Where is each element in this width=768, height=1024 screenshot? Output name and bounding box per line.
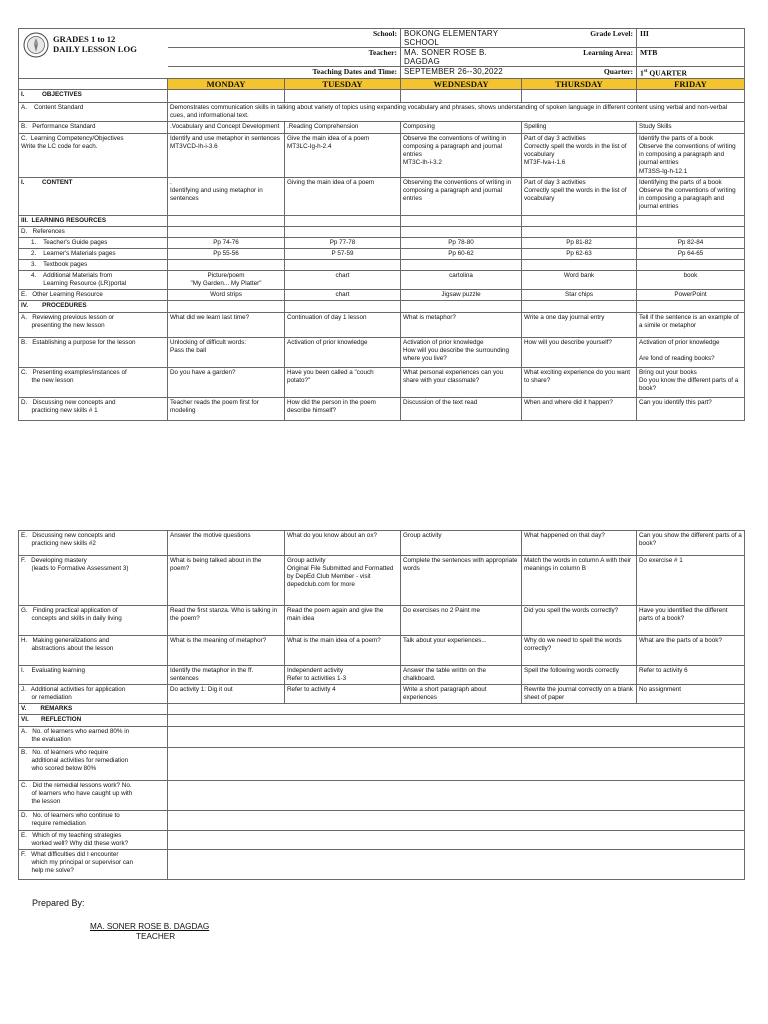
cell-tuesday: [285, 301, 401, 312]
cell-monday: . Identifying and using metaphor in sentences: [168, 177, 285, 215]
row-label: E. Other Learning Resource: [19, 290, 168, 301]
cell-friday: [637, 260, 745, 271]
row-label: I. CONTENT: [19, 177, 168, 215]
row-f-what-difficulties-did-i-encounter: [19, 849, 745, 879]
teaching-dates-label: Teaching Dates and Time:: [168, 67, 401, 79]
cell-wednesday: [401, 260, 522, 271]
learning-area-value: MTB: [637, 48, 745, 67]
row-label: J. Additional activities for application or remediation: [19, 685, 168, 704]
row-label: 3. Textbook pages: [19, 260, 168, 271]
row-label: 4. Additional Materials from Learning Resource (LR)portal: [19, 271, 168, 290]
cell-thursday: Word bank: [522, 271, 637, 290]
cell-tuesday: Giving the main idea of a poem: [285, 177, 401, 215]
row-a-reviewing-previous-lesson-or: [19, 312, 745, 337]
cell-monday: Unlocking of difficult words: Pass the ball: [168, 337, 285, 367]
content-span-cell: [168, 810, 745, 830]
cell-wednesday: Answer the table writtn on the chalkboard.: [401, 666, 522, 685]
cell-tuesday: Give the main idea of a poem MT3LC-Ig-h-2.4: [285, 134, 401, 177]
cell-wednesday: Do exercises no 2 Paint me: [401, 606, 522, 636]
content-span-cell: [168, 715, 745, 726]
teaching-dates-value: SEPTEMBER 26--30,2022: [401, 67, 522, 79]
cell-wednesday: Composing: [401, 122, 522, 134]
cell-friday: [637, 90, 745, 103]
cell-thursday: How will you describe yourself?: [522, 337, 637, 367]
row-label: D. References: [19, 226, 168, 237]
row-label: B. No. of learners who require additional activities for remediation who scored below 80%: [19, 747, 168, 780]
cell-friday: No assignment: [637, 685, 745, 704]
row-label: 2. Learner's Materials pages: [19, 248, 168, 259]
cell-thursday: When and where did it happen?: [522, 397, 637, 420]
row-c-learning-competency-objectives: [19, 134, 745, 177]
content-span-cell: [168, 780, 745, 810]
cell-thursday: [522, 215, 637, 226]
row-b-no-of-learners-who-require: [19, 747, 745, 780]
row-label: IV. PROCEDURES: [19, 301, 168, 312]
cell-monday: Teacher reads the poem first for modeling: [168, 397, 285, 420]
grade-level-value: III: [637, 29, 745, 48]
cell-wednesday: What personal experiences can you share with your classmate?: [401, 367, 522, 397]
cell-monday: Answer the motive questions: [168, 531, 285, 556]
row-g-finding-practical-application-of: [19, 606, 745, 636]
deped-seal-icon: [23, 32, 49, 58]
cell-wednesday: What is metaphor?: [401, 312, 522, 337]
lesson-log-table-page1: [18, 28, 745, 421]
cell-wednesday: Observing the conventions of writing in composing a paragraph and journal entries: [401, 177, 522, 215]
cell-wednesday: Observe the conventions of writing in composing a paragraph and journal entries MT3C-Ih-i-3.2: [401, 134, 522, 177]
teacher-role: TEACHER: [136, 932, 176, 941]
cell-monday: .Vocabulary and Concept Development: [168, 122, 285, 134]
row-label: I. OBJECTIVES: [19, 90, 168, 103]
cell-friday: [637, 301, 745, 312]
row-v-remarks: [19, 704, 745, 715]
cell-thursday: Part of day 3 activities Correctly spell the words in the list of vocabulary: [522, 177, 637, 215]
day-thursday: THURSDAY: [522, 79, 637, 90]
row-label: F. Developing mastery (leads to Formative Assessment 3): [19, 556, 168, 606]
content-span-cell: [168, 747, 745, 780]
cell-friday: book: [637, 271, 745, 290]
cell-thursday: Did you spell the words correctly?: [522, 606, 637, 636]
cell-friday: Pp 82-84: [637, 237, 745, 248]
content-span-cell: [168, 849, 745, 879]
cell-thursday: [522, 260, 637, 271]
cell-friday: Can you show the different parts of a book?: [637, 531, 745, 556]
cell-thursday: [522, 226, 637, 237]
day-tuesday: TUESDAY: [285, 79, 401, 90]
cell-monday: Identify the metaphor in the ff. sentences: [168, 666, 285, 685]
day-monday: MONDAY: [168, 79, 285, 90]
row-e-other-learning-resource: [19, 290, 745, 301]
cell-tuesday: Refer to activity 4: [285, 685, 401, 704]
teacher-label: Teacher:: [168, 48, 401, 67]
quarter-value: 1st QUARTER: [637, 67, 745, 79]
content-span-cell: [168, 726, 745, 747]
row-e-discussing-new-concepts-and: [19, 531, 745, 556]
row-label: V. REMARKS: [19, 704, 168, 715]
cell-tuesday: chart: [285, 290, 401, 301]
cell-wednesday: [401, 215, 522, 226]
cell-tuesday: Continuation of day 1 lesson: [285, 312, 401, 337]
cell-wednesday: Activation of prior knowledge How will you describe the surrounding where you live?: [401, 337, 522, 367]
cell-monday: [168, 215, 285, 226]
school-label: School:: [168, 29, 401, 48]
cell-wednesday: Pp 78-80: [401, 237, 522, 248]
cell-thursday: Why do we need to spell the words correctly?: [522, 636, 637, 666]
day-header-row: [19, 79, 745, 90]
content-span-cell: [168, 704, 745, 715]
cell-friday: Identifying the parts of a book Observe the conventions of writing in composing a paragraph and journal entries: [637, 177, 745, 215]
cell-thursday: Match the words in column A with their meanings in column B: [522, 556, 637, 606]
form-title: GRADES 1 to 12 DAILY LESSON LOG: [53, 34, 137, 54]
cell-wednesday: [401, 226, 522, 237]
cell-monday: [168, 226, 285, 237]
row-c-presenting-examples-instances-of: [19, 367, 745, 397]
row-h-making-generalizations-and: [19, 636, 745, 666]
cell-tuesday: [285, 260, 401, 271]
row-iv-procedures: [19, 301, 745, 312]
cell-wednesday: Complete the sentences with appropriate words: [401, 556, 522, 606]
row-label: H. Making generalizations and abstractions about the lesson: [19, 636, 168, 666]
cell-tuesday: chart: [285, 271, 401, 290]
cell-friday: Identify the parts of a book Observe the conventions of writing in composing a paragraph and journal entries MT3SS-Ig-h-12.1: [637, 134, 745, 177]
cell-friday: Have you identified the different parts of a book?: [637, 606, 745, 636]
row-label: C. Did the remedial lessons work? No. of learners who have caught up with the lesson: [19, 780, 168, 810]
row-4-additional-materials-from: [19, 271, 745, 290]
learning-area-label: Learning Area:: [522, 48, 637, 67]
cell-tuesday: P 57-59: [285, 248, 401, 259]
cell-tuesday: Activation of prior knowledge: [285, 337, 401, 367]
row-i-content: [19, 177, 745, 215]
cell-monday: Identify and use metaphor in sentences MT3VCD-Ih-i-3.6: [168, 134, 285, 177]
cell-wednesday: Pp 60-62: [401, 248, 522, 259]
cell-wednesday: Group activity: [401, 531, 522, 556]
row-2-learner-s-materials-pages: [19, 248, 745, 259]
row-e-which-of-my-teaching-strategies: [19, 830, 745, 849]
cell-thursday: Spelling: [522, 122, 637, 134]
cell-wednesday: [401, 90, 522, 103]
cell-thursday: Write a one day journal entry: [522, 312, 637, 337]
cell-friday: Refer to activity 6: [637, 666, 745, 685]
quarter-label: Quarter:: [522, 67, 637, 79]
content-span-cell: [168, 830, 745, 849]
signature-block: [32, 898, 210, 941]
cell-monday: Do you have a garden?: [168, 367, 285, 397]
cell-monday: What is being talked about in the poem?: [168, 556, 285, 606]
cell-tuesday: What is the main idea of a poem?: [285, 636, 401, 666]
cell-monday: [168, 301, 285, 312]
teacher-value: MA. SONER ROSE B. DAGDAG: [401, 48, 522, 67]
cell-monday: Pp 74-76: [168, 237, 285, 248]
lesson-log-table-page2: [18, 530, 745, 880]
cell-thursday: Part of day 3 activities Correctly spell the words in the list of vocabulary MT3F-Iva-i-1.6: [522, 134, 637, 177]
content-span-cell: Demonstrates communication skills in talking about variety of topics using expanding vocabulary and phrases, shows understanding of spoken language in different content using verbal and non-verbal cues, and informational text.: [168, 103, 745, 122]
cell-tuesday: [285, 215, 401, 226]
cell-friday: [637, 226, 745, 237]
cell-tuesday: Pp 77-78: [285, 237, 401, 248]
cell-friday: Pp 64-65: [637, 248, 745, 259]
cell-monday: Do activity 1: Dig it out: [168, 685, 285, 704]
row-i-objectives: [19, 90, 745, 103]
row-label: I. Evaluating learning: [19, 666, 168, 685]
row-1-teacher-s-guide-pages: [19, 237, 745, 248]
cell-thursday: What exciting experience do you want to share?: [522, 367, 637, 397]
row-label: B. Performance Standard: [19, 122, 168, 134]
cell-wednesday: Talk about your experiences...: [401, 636, 522, 666]
school-value: BOKONG ELEMENTARY SCHOOL: [401, 29, 522, 48]
cell-tuesday: Independent activity Refer to activities 1-3: [285, 666, 401, 685]
row-label: A. Reviewing previous lesson or presenting the new lesson: [19, 312, 168, 337]
cell-thursday: Star chips: [522, 290, 637, 301]
cell-thursday: Pp 62-63: [522, 248, 637, 259]
cell-friday: [637, 215, 745, 226]
cell-thursday: Rewrite the journal correctly on a blank sheet of paper: [522, 685, 637, 704]
row-d-discussing-new-concepts-and: [19, 397, 745, 420]
day-wednesday: WEDNESDAY: [401, 79, 522, 90]
cell-friday: Do exercise # 1: [637, 556, 745, 606]
cell-tuesday: Have you been called a "couch potato?": [285, 367, 401, 397]
cell-wednesday: Discussion of the text read: [401, 397, 522, 420]
cell-monday: Picture/poem "My Garden... My Platter": [168, 271, 285, 290]
cell-friday: Tell if the sentence is an example of a simile or metaphor: [637, 312, 745, 337]
row-label: D. No. of learners who continue to require remediation: [19, 810, 168, 830]
cell-thursday: [522, 90, 637, 103]
cell-tuesday: .Reading Comprehension: [285, 122, 401, 134]
row-f-developing-mastery: [19, 556, 745, 606]
teacher-signature-name: MA. SONER ROSE B. DAGDAG: [90, 922, 210, 931]
cell-tuesday: [285, 226, 401, 237]
row-a-content-standard: [19, 103, 745, 122]
cell-monday: Pp 55-56: [168, 248, 285, 259]
row-i-evaluating-learning: [19, 666, 745, 685]
cell-wednesday: [401, 301, 522, 312]
cell-monday: [168, 90, 285, 103]
row-d-references: [19, 226, 745, 237]
cell-monday: What did we learn last time?: [168, 312, 285, 337]
row-c-did-the-remedial-lessons-work-no: [19, 780, 745, 810]
cell-friday: Study Skills: [637, 122, 745, 134]
cell-friday: Bring out your books Do you know the different parts of a book?: [637, 367, 745, 397]
logo-block: [19, 29, 168, 79]
cell-tuesday: Group activity Original File Submitted and Formatted by DepEd Club Member - visit depedclub.com for more: [285, 556, 401, 606]
row-label: D. Discussing new concepts and practicing new skills # 1: [19, 397, 168, 420]
row-label: A. No. of learners who earned 80% in the evaluation: [19, 726, 168, 747]
cell-monday: Read the first stanza. Who is talking in the poem?: [168, 606, 285, 636]
row-label: III. LEARNING RESOURCES: [19, 215, 168, 226]
row-label: E. Which of my teaching strategies worked well? Why did these work?: [19, 830, 168, 849]
day-friday: FRIDAY: [637, 79, 745, 90]
grade-level-label: Grade Level:: [522, 29, 637, 48]
row-label: A. Content Standard: [19, 103, 168, 122]
cell-tuesday: Read the poem again and give the main idea: [285, 606, 401, 636]
cell-friday: PowerPoint: [637, 290, 745, 301]
row-label: VI. REFLECTION: [19, 715, 168, 726]
cell-monday: [168, 260, 285, 271]
row-label: C. Presenting examples/instances of the new lesson: [19, 367, 168, 397]
cell-thursday: What happened on that day?: [522, 531, 637, 556]
row-3-textbook-pages: [19, 260, 745, 271]
cell-tuesday: How did the person in the poem describe himself?: [285, 397, 401, 420]
cell-thursday: Spell the following words correctly: [522, 666, 637, 685]
cell-wednesday: Jigsaw puzzle: [401, 290, 522, 301]
row-vi-reflection: [19, 715, 745, 726]
cell-monday: Word strips: [168, 290, 285, 301]
row-b-performance-standard: [19, 122, 745, 134]
cell-monday: What is the meaning of metaphor?: [168, 636, 285, 666]
prepared-by-label: Prepared By:: [32, 898, 85, 908]
row-label: G. Finding practical application of concepts and skills in daily living: [19, 606, 168, 636]
row-a-no-of-learners-who-earned-80-in: [19, 726, 745, 747]
cell-tuesday: What do you know about an ox?: [285, 531, 401, 556]
cell-thursday: [522, 301, 637, 312]
row-d-no-of-learners-who-continue-to: [19, 810, 745, 830]
cell-tuesday: [285, 90, 401, 103]
cell-friday: Activation of prior knowledge Are fond of reading books?: [637, 337, 745, 367]
row-iii-learning-resources: [19, 215, 745, 226]
cell-friday: Can you identify this part?: [637, 397, 745, 420]
cell-friday: What are the parts of a book?: [637, 636, 745, 666]
row-label: 1. Teacher's Guide pages: [19, 237, 168, 248]
cell-thursday: Pp 81-82: [522, 237, 637, 248]
row-j-additional-activities-for-application: [19, 685, 745, 704]
row-label: E. Discussing new concepts and practicing new skills #2: [19, 531, 168, 556]
cell-wednesday: cartolina: [401, 271, 522, 290]
cell-wednesday: Write a short paragraph about experiences: [401, 685, 522, 704]
row-label: B. Establishing a purpose for the lesson: [19, 337, 168, 367]
row-b-establishing-a-purpose-for-the-lesson: [19, 337, 745, 367]
row-label: C. Learning Competency/Objectives Write the LC code for each.: [19, 134, 168, 177]
row-label: F. What difficulties did I encounter which my principal or supervisor can help me solve?: [19, 849, 168, 879]
